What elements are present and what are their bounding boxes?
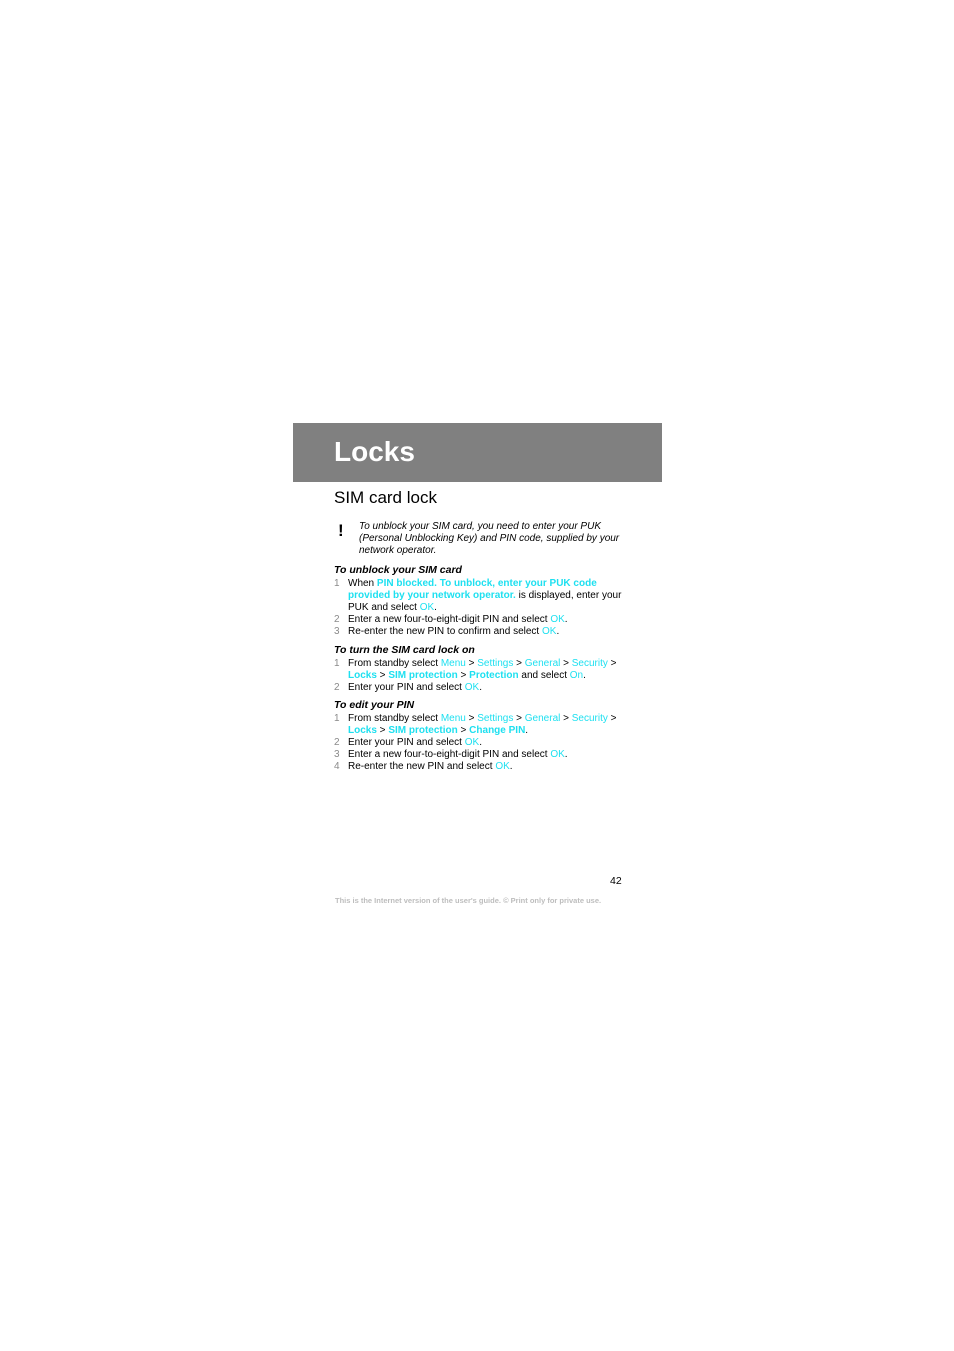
page-number: 42 bbox=[610, 875, 622, 887]
step-item bbox=[334, 626, 624, 638]
step-item bbox=[334, 658, 624, 682]
step-text: From standby select bbox=[348, 658, 441, 669]
step-text: > bbox=[457, 670, 470, 681]
section-title: SIM card lock bbox=[334, 488, 437, 507]
menu-item-security: Security bbox=[571, 658, 608, 669]
step-text: . bbox=[479, 737, 482, 748]
step-text: Re-enter the new PIN and select bbox=[348, 761, 496, 772]
menu-item-sim-protection: SIM protection bbox=[388, 670, 458, 681]
step-item bbox=[334, 578, 624, 614]
exclamation-icon: ! bbox=[338, 521, 344, 540]
step-list bbox=[334, 713, 624, 773]
note-text: To unblock your SIM card, you need to enter your PUK (Personal Unblocking Key) and PIN code, supplied by your network operator. bbox=[359, 521, 620, 556]
step-text: > bbox=[513, 713, 525, 724]
step-list bbox=[334, 578, 624, 638]
step-text: > bbox=[376, 670, 389, 681]
step-text: > bbox=[607, 713, 617, 724]
step-text: > bbox=[465, 658, 478, 669]
footer-notice: This is the Internet version of the user's guide. © Print only for private use. bbox=[335, 896, 602, 905]
step-text: and select bbox=[518, 670, 570, 681]
procedure-edit-pin bbox=[334, 699, 624, 773]
step-item bbox=[334, 761, 624, 773]
step-item bbox=[334, 737, 624, 749]
step-text: . bbox=[564, 614, 568, 625]
step-text: > bbox=[457, 725, 470, 736]
menu-item-menu: Menu bbox=[440, 713, 466, 724]
menu-item-general: General bbox=[524, 658, 561, 669]
menu-item-locks: Locks bbox=[348, 670, 377, 681]
procedure-unblock-sim bbox=[334, 564, 624, 638]
step-number: 1 bbox=[334, 713, 340, 724]
step-text: . bbox=[525, 725, 529, 736]
menu-item-locks: Locks bbox=[348, 725, 377, 736]
step-text: . bbox=[434, 602, 437, 613]
menu-item-change-pin: Change PIN bbox=[469, 725, 526, 736]
menu-item-protection: Protection bbox=[469, 670, 519, 681]
step-text: is displayed, enter your PUK and select bbox=[348, 590, 622, 613]
menu-item-settings: Settings bbox=[477, 713, 514, 724]
ok-softkey: OK bbox=[464, 737, 480, 748]
ok-softkey: OK bbox=[419, 602, 435, 613]
menu-item-on: On bbox=[569, 670, 584, 681]
step-text: . bbox=[583, 670, 586, 681]
ok-softkey: OK bbox=[464, 682, 480, 693]
display-message: PIN blocked. To unblock, enter your PUK code provided by your network operator. bbox=[348, 578, 597, 601]
step-number: 3 bbox=[334, 626, 340, 637]
menu-item-settings: Settings bbox=[477, 658, 514, 669]
step-number: 2 bbox=[334, 614, 340, 625]
step-item bbox=[334, 614, 624, 626]
step-text: Re-enter the new PIN to confirm and select bbox=[348, 626, 542, 637]
procedure-heading: To unblock your SIM card bbox=[334, 564, 462, 576]
step-text: From standby select bbox=[348, 713, 441, 724]
step-text: > bbox=[607, 658, 617, 669]
ok-softkey: OK bbox=[495, 761, 510, 772]
step-number: 1 bbox=[334, 578, 340, 589]
step-text: When bbox=[348, 578, 377, 589]
step-text: > bbox=[560, 658, 572, 669]
step-text: . bbox=[479, 682, 482, 693]
step-number: 4 bbox=[334, 761, 340, 772]
step-text: . bbox=[556, 626, 560, 637]
step-number: 2 bbox=[334, 737, 340, 748]
step-text: Enter a new four-to-eight-digit PIN and select bbox=[348, 749, 551, 760]
menu-item-sim-protection: SIM protection bbox=[388, 725, 458, 736]
chapter-banner bbox=[293, 423, 662, 482]
step-text: Enter your PIN and select bbox=[348, 682, 465, 693]
step-text: > bbox=[560, 713, 572, 724]
step-text: > bbox=[465, 713, 478, 724]
step-number: 1 bbox=[334, 658, 340, 669]
step-text: Enter a new four-to-eight-digit PIN and select bbox=[348, 614, 551, 625]
ok-softkey: OK bbox=[550, 749, 565, 760]
step-number: 3 bbox=[334, 749, 340, 760]
menu-item-general: General bbox=[524, 713, 561, 724]
step-text: . bbox=[564, 749, 568, 760]
ok-softkey: OK bbox=[541, 626, 557, 637]
chapter-title: Locks bbox=[334, 436, 415, 467]
step-text: > bbox=[513, 658, 525, 669]
step-list bbox=[334, 658, 624, 694]
step-text: . bbox=[509, 761, 513, 772]
step-number: 2 bbox=[334, 682, 340, 693]
procedure-heading: To turn the SIM card lock on bbox=[334, 644, 475, 656]
step-item bbox=[334, 713, 624, 737]
procedure-heading: To edit your PIN bbox=[334, 699, 415, 711]
ok-softkey: OK bbox=[550, 614, 565, 625]
step-text: > bbox=[376, 725, 389, 736]
step-item bbox=[334, 749, 624, 761]
menu-item-menu: Menu bbox=[440, 658, 466, 669]
procedure-turn-lock-on bbox=[334, 644, 624, 694]
step-item bbox=[334, 682, 624, 694]
step-text: Enter your PIN and select bbox=[348, 737, 465, 748]
menu-item-security: Security bbox=[571, 713, 608, 724]
